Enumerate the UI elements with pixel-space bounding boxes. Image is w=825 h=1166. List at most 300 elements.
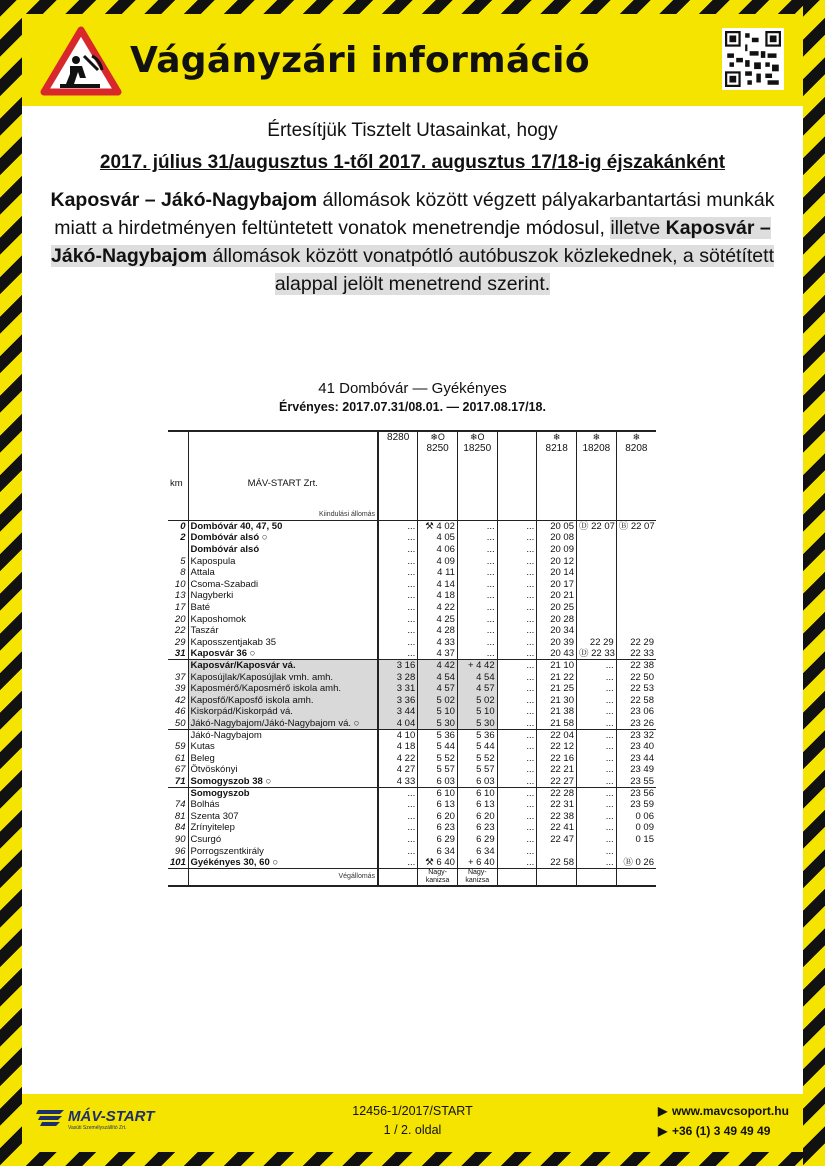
- timetable-row: [168, 834, 656, 846]
- train-symbol: ❄: [552, 432, 561, 442]
- departure-time: ...: [378, 579, 418, 591]
- train-symbol: ❄O: [470, 432, 485, 442]
- departure-time: 20 25: [537, 602, 577, 614]
- station-name: Dombóvár alsó ○: [188, 532, 378, 544]
- departure-time: 22 16: [537, 752, 577, 764]
- departure-time: ...: [577, 822, 617, 834]
- destination-value: [378, 868, 418, 886]
- timetable-row: [168, 660, 656, 672]
- departure-time: 23 59: [630, 799, 654, 811]
- km-value: [168, 787, 188, 799]
- departure-time: 22 41: [537, 822, 577, 834]
- timetable-row: [168, 822, 656, 834]
- station-name: Beleg: [188, 752, 378, 764]
- timetable-row: [168, 695, 656, 707]
- departure-time: ...: [497, 613, 537, 625]
- departure-time: 23 49: [630, 764, 654, 776]
- km-value: 61: [168, 752, 188, 764]
- departure-time: [616, 567, 656, 579]
- departure-time: ...: [457, 555, 497, 567]
- departure-time: 3 31: [378, 683, 418, 695]
- station-name: Zrínyitelep: [188, 822, 378, 834]
- km-value: 81: [168, 810, 188, 822]
- departure-time: ...: [497, 799, 537, 811]
- website-link[interactable]: www.mavcsoport.hu: [672, 1104, 789, 1118]
- timetable-row: [168, 857, 656, 869]
- timetable-row: [168, 613, 656, 625]
- departure-time: ...: [378, 810, 418, 822]
- departure-time: ...: [378, 544, 418, 556]
- departure-time: ...: [577, 857, 617, 869]
- departure-time: 4 11: [418, 567, 458, 579]
- departure-time: ...: [497, 729, 537, 741]
- departure-time: ...: [378, 613, 418, 625]
- document-number: 12456-1/2017/START: [352, 1104, 473, 1118]
- qr-code-icon: [722, 28, 784, 90]
- departure-time: ...: [497, 834, 537, 846]
- departure-time: ...: [497, 845, 537, 857]
- departure-time: ...: [378, 637, 418, 649]
- departure-time: 6 03: [457, 776, 497, 788]
- station-name: Nagyberki: [188, 590, 378, 602]
- timetable-row: [168, 648, 656, 660]
- timetable-row: [168, 787, 656, 799]
- arrow-icon: ▶: [658, 1124, 668, 1138]
- departure-time: 21 38: [537, 706, 577, 718]
- train-column: [537, 509, 577, 521]
- km-value: 74: [168, 799, 188, 811]
- train-column: [497, 509, 537, 521]
- departure-time: 4 33: [418, 637, 458, 649]
- departure-time: 21 22: [537, 671, 577, 683]
- departure-time: [577, 625, 617, 637]
- departure-time: 6 20: [457, 810, 497, 822]
- departure-time: ...: [497, 567, 537, 579]
- phone-number[interactable]: +36 (1) 3 49 49 49: [672, 1124, 771, 1138]
- departure-time: ...: [378, 555, 418, 567]
- departure-time: ...: [457, 579, 497, 591]
- departure-time: ...: [378, 532, 418, 544]
- departure-time: 4 57: [418, 683, 458, 695]
- station-name: Csurgó: [188, 834, 378, 846]
- departure-time: 0 09: [635, 822, 654, 834]
- departure-time: 22 27: [537, 776, 577, 788]
- station-name: Dombóvár 40, 47, 50: [188, 521, 378, 533]
- departure-time: 5 44: [418, 741, 458, 753]
- departure-time: 4 06: [418, 544, 458, 556]
- departure-time: ...: [577, 845, 617, 857]
- origin-label: Kiindulási állomás: [188, 509, 378, 521]
- train-column: [378, 457, 418, 509]
- departure-time: 20 17: [537, 579, 577, 591]
- departure-time: [537, 845, 577, 857]
- station-name: Gyékényes 30, 60 ○: [188, 857, 378, 869]
- train-number-label: 18208: [582, 443, 611, 454]
- train-symbol: ❄: [592, 432, 601, 442]
- departure-time: ...: [497, 544, 537, 556]
- departure-time: ...: [497, 695, 537, 707]
- departure-time: 22 58: [630, 694, 654, 706]
- departure-time: 20 21: [537, 590, 577, 602]
- timetable: [168, 430, 656, 887]
- km-value: [168, 729, 188, 741]
- km-value: 31: [168, 648, 188, 660]
- departure-time: ...: [457, 625, 497, 637]
- logo-subtext: Vasúti Személyszállító Zrt.: [68, 1125, 127, 1131]
- departure-time: ...: [497, 602, 537, 614]
- departure-time: 22 31: [537, 799, 577, 811]
- departure-time: ...: [497, 810, 537, 822]
- departure-time: 20 34: [537, 625, 577, 637]
- departure-time: 3 16: [378, 660, 418, 672]
- departure-time: 5 36: [457, 729, 497, 741]
- destination-label: Végállomás: [188, 868, 378, 886]
- timetable-row: [168, 776, 656, 788]
- departure-time: 22 29: [577, 637, 617, 649]
- km-cell: [168, 509, 188, 521]
- station-name: Jákó-Nagybajom/Jákó-Nagybajom vá. ○: [188, 718, 378, 730]
- departure-time: 20 09: [537, 544, 577, 556]
- departure-time: ...: [457, 648, 497, 660]
- station-name: Csoma-Szabadi: [188, 579, 378, 591]
- train-number-label: 8208: [625, 443, 648, 454]
- train-symbol: ❄O: [430, 432, 445, 442]
- departure-time: 22 21: [537, 764, 577, 776]
- departure-time: ...: [577, 660, 617, 672]
- operator-header: [188, 431, 378, 457]
- hazard-stripe-right: [803, 0, 825, 1166]
- station-name: Kutas: [188, 741, 378, 753]
- departure-time: 20 12: [537, 555, 577, 567]
- timetable-row: [168, 764, 656, 776]
- page-title: Vágányzári információ: [130, 40, 590, 81]
- departure-time: ...: [497, 706, 537, 718]
- departure-time: 6 13: [457, 799, 497, 811]
- departure-time: 5 10: [457, 706, 497, 718]
- notice-body: [50, 186, 775, 298]
- departure-time: [616, 544, 656, 556]
- departure-time: 20 39: [537, 637, 577, 649]
- train-column: [457, 457, 497, 509]
- timetable-row: [168, 810, 656, 822]
- departure-time: 5 36: [418, 729, 458, 741]
- departure-time: [577, 579, 617, 591]
- km-value: 5: [168, 555, 188, 567]
- departure-time: 23 55: [630, 775, 654, 787]
- departure-time: ...: [457, 567, 497, 579]
- station-name: Attala: [188, 567, 378, 579]
- train-number-label: 8280: [387, 432, 410, 443]
- departure-time: ...: [497, 660, 537, 672]
- departure-time: ...: [378, 521, 418, 533]
- departure-time: [616, 602, 656, 614]
- departure-time: [616, 532, 656, 544]
- departure-time: 22 33: [630, 648, 654, 660]
- km-value: 42: [168, 695, 188, 707]
- km-value: [168, 660, 188, 672]
- departure-time: 6 34: [418, 845, 458, 857]
- departure-time: ...: [577, 810, 617, 822]
- timetable-row: [168, 590, 656, 602]
- departure-time: ...: [497, 857, 537, 869]
- timetable-row: [168, 602, 656, 614]
- station-name: Kaposszentjakab 35: [188, 637, 378, 649]
- timetable-row: [168, 555, 656, 567]
- km-value: 46: [168, 706, 188, 718]
- timetable-row: [168, 567, 656, 579]
- departure-time: 4 57: [457, 683, 497, 695]
- departure-time: 5 44: [457, 741, 497, 753]
- departure-time: 22 38: [616, 660, 656, 672]
- departure-time: 6 13: [418, 799, 458, 811]
- train-number: [418, 431, 458, 457]
- train-number: [537, 431, 577, 457]
- departure-time: 23 32: [616, 729, 656, 741]
- hazard-stripe-bottom: [0, 1152, 825, 1166]
- departure-time: ...: [577, 787, 617, 799]
- departure-time: ...: [457, 544, 497, 556]
- departure-time: 21 58: [537, 718, 577, 730]
- departure-time: 21 10: [537, 660, 577, 672]
- footer-contacts: [658, 1101, 789, 1141]
- departure-time: [577, 590, 617, 602]
- departure-time: 22 50: [630, 671, 654, 683]
- departure-time: ...: [497, 590, 537, 602]
- departure-time: ...: [457, 602, 497, 614]
- timetable-row: [168, 579, 656, 591]
- departure-time: 6 20: [418, 810, 458, 822]
- notice-text: állomások között végzett pályakarbantartási munkák miatt a hirdetményen feltüntetett vonatok menetrendje módosul,: [54, 189, 775, 239]
- section-name: Kaposvár – Jákó-Nagybajom: [51, 217, 771, 267]
- departure-time: 3 28: [378, 671, 418, 683]
- departure-time: ...: [378, 567, 418, 579]
- km-value: [168, 544, 188, 556]
- departure-time: 6 23: [457, 822, 497, 834]
- train-column: [616, 509, 656, 521]
- departure-time: ...: [577, 752, 617, 764]
- departure-time: 23 26: [630, 717, 654, 729]
- destination-value: Nagy-kanizsa: [418, 868, 458, 886]
- station-name: Kiskorpád/Kiskorpád vá.: [188, 706, 378, 718]
- departure-time: [616, 845, 656, 857]
- station-name: Kaposfő/Kaposfő iskola amh.: [188, 695, 378, 707]
- station-name: Jákó-Nagybajom: [188, 729, 378, 741]
- km-value: 50: [168, 718, 188, 730]
- departure-time: 22 47: [537, 834, 577, 846]
- departure-time: 4 42: [418, 660, 458, 672]
- departure-time: Ⓑ 0 26: [623, 856, 654, 868]
- departure-time: 22 04: [537, 729, 577, 741]
- departure-time: 22 12: [537, 741, 577, 753]
- destination-value: [616, 868, 656, 886]
- departure-time: 4 54: [418, 671, 458, 683]
- station-name: Kaposmérő/Kaposmérő iskola amh.: [188, 683, 378, 695]
- notice-text: illetve: [610, 217, 666, 239]
- departure-time: ...: [497, 752, 537, 764]
- departure-time: ...: [497, 764, 537, 776]
- destination-value: [497, 868, 537, 886]
- departure-time: ...: [378, 602, 418, 614]
- station-name: Dombóvár alsó: [188, 544, 378, 556]
- departure-time: ...: [497, 718, 537, 730]
- departure-time: Ⓑ 22 07: [616, 521, 656, 533]
- train-column: [577, 457, 617, 509]
- departure-time: ...: [497, 555, 537, 567]
- notice-period: 2017. július 31/augusztus 1-től 2017. augusztus 17/18-ig éjszakánként: [99, 152, 726, 173]
- timetable-row: [168, 532, 656, 544]
- train-column: [497, 457, 537, 509]
- timetable-validity: Érvényes: 2017.07.31/08.01. — 2017.08.17/18.: [279, 400, 546, 414]
- departure-time: ...: [457, 613, 497, 625]
- station-name: Kapospula: [188, 555, 378, 567]
- departure-time: ...: [497, 787, 537, 799]
- departure-time: ...: [378, 625, 418, 637]
- page-number: 1 / 2. oldal: [383, 1123, 442, 1137]
- departure-time: ...: [577, 834, 617, 846]
- departure-time: Ⓓ 22 07: [577, 521, 617, 533]
- departure-time: 4 05: [418, 532, 458, 544]
- roadwork-warning-icon: [40, 26, 122, 96]
- departure-time: [616, 579, 656, 591]
- departure-time: 22 29: [630, 636, 654, 648]
- departure-time: 22 38: [537, 810, 577, 822]
- departure-time: 5 57: [457, 764, 497, 776]
- destination-value: [577, 868, 617, 886]
- departure-time: 21 30: [537, 695, 577, 707]
- train-number: [497, 431, 537, 457]
- notice-intro: Értesítjük Tisztelt Utasainkat, hogy: [267, 120, 558, 141]
- departure-time: 4 37: [418, 648, 458, 660]
- station-name: Kaposvár 36 ○: [188, 648, 378, 660]
- departure-time: 5 02: [457, 695, 497, 707]
- departure-time: ...: [577, 764, 617, 776]
- departure-time: ...: [457, 521, 497, 533]
- km-value: 90: [168, 834, 188, 846]
- train-column: [418, 457, 458, 509]
- departure-time: 4 18: [418, 590, 458, 602]
- departure-time: 4 09: [418, 555, 458, 567]
- departure-time: ...: [577, 683, 617, 695]
- departure-time: 21 25: [537, 683, 577, 695]
- km-value: 13: [168, 590, 188, 602]
- departure-time: [577, 567, 617, 579]
- departure-time: 23 56: [616, 787, 656, 799]
- departure-time: 20 43: [537, 648, 577, 660]
- departure-time: + 6 40: [457, 857, 497, 869]
- departure-time: 5 57: [418, 764, 458, 776]
- km-value: 2: [168, 532, 188, 544]
- operator-name: MÁV-START Zrt.: [188, 457, 378, 509]
- departure-time: ...: [497, 532, 537, 544]
- timetable-row: [168, 637, 656, 649]
- departure-time: ...: [457, 637, 497, 649]
- departure-time: ...: [577, 695, 617, 707]
- train-column: [616, 457, 656, 509]
- departure-time: ...: [497, 671, 537, 683]
- train-number: [378, 431, 418, 457]
- km-header: [168, 431, 188, 457]
- timetable-row: [168, 741, 656, 753]
- departure-time: 23 40: [630, 741, 654, 753]
- timetable-row: [168, 671, 656, 683]
- km-label: km: [168, 457, 188, 509]
- departure-time: 23 06: [630, 706, 654, 718]
- departure-time: 4 18: [378, 741, 418, 753]
- km-value: 71: [168, 776, 188, 788]
- arrow-icon: ▶: [658, 1104, 668, 1118]
- km-value: 0: [168, 521, 188, 533]
- departure-time: 4 14: [418, 579, 458, 591]
- km-value: 96: [168, 845, 188, 857]
- notice-text: állomások között vonatpótló autóbuszok közlekednek, a sötétített alappal jelölt menetrend szerint.: [207, 245, 774, 295]
- departure-time: 5 30: [418, 718, 458, 730]
- departure-time: 6 10: [457, 787, 497, 799]
- departure-time: ...: [378, 799, 418, 811]
- station-name: Bolhás: [188, 799, 378, 811]
- departure-time: ...: [497, 683, 537, 695]
- station-name: Porrogszentkirály: [188, 845, 378, 857]
- station-name: Kaposvár/Kaposvár vá.: [188, 660, 378, 672]
- departure-time: ...: [457, 590, 497, 602]
- departure-time: ...: [577, 729, 617, 741]
- km-value: 67: [168, 764, 188, 776]
- station-name: Taszár: [188, 625, 378, 637]
- train-number: [616, 431, 656, 457]
- departure-time: 4 25: [418, 613, 458, 625]
- departure-time: 22 58: [537, 857, 577, 869]
- train-number: [577, 431, 617, 457]
- logo-text: MÁV-START: [68, 1108, 155, 1125]
- km-value: 10: [168, 579, 188, 591]
- train-column: [577, 509, 617, 521]
- train-number-label: 18250: [463, 443, 492, 454]
- departure-time: 5 52: [418, 752, 458, 764]
- timetable-row: [168, 683, 656, 695]
- departure-time: ...: [497, 648, 537, 660]
- km-cell: [168, 868, 188, 886]
- train-column: [378, 509, 418, 521]
- departure-time: 4 33: [378, 776, 418, 788]
- departure-time: [616, 625, 656, 637]
- departure-time: Ⓓ 22 33: [577, 648, 617, 660]
- departure-time: ...: [497, 521, 537, 533]
- departure-time: 5 10: [418, 706, 458, 718]
- departure-time: 5 52: [457, 752, 497, 764]
- departure-time: 5 30: [457, 718, 497, 730]
- train-column: [457, 509, 497, 521]
- km-value: 39: [168, 683, 188, 695]
- station-name: Somogyszob 38 ○: [188, 776, 378, 788]
- timetable-title: 41 Dombóvár — Gyékényes: [318, 380, 507, 397]
- departure-time: ...: [577, 776, 617, 788]
- departure-time: ...: [497, 822, 537, 834]
- departure-time: [577, 555, 617, 567]
- departure-time: 22 28: [537, 787, 577, 799]
- departure-time: + 4 42: [457, 660, 497, 672]
- station-name: Kaposújlak/Kaposújlak vmh. amh.: [188, 671, 378, 683]
- departure-time: 4 22: [418, 602, 458, 614]
- departure-time: ...: [497, 579, 537, 591]
- departure-time: 4 54: [457, 671, 497, 683]
- departure-time: ⚒ 4 02: [418, 521, 458, 533]
- departure-time: [577, 602, 617, 614]
- train-number: [457, 431, 497, 457]
- station-name: Szenta 307: [188, 810, 378, 822]
- timetable-row: [168, 706, 656, 718]
- km-value: 84: [168, 822, 188, 834]
- departure-time: 20 28: [537, 613, 577, 625]
- departure-time: [616, 555, 656, 567]
